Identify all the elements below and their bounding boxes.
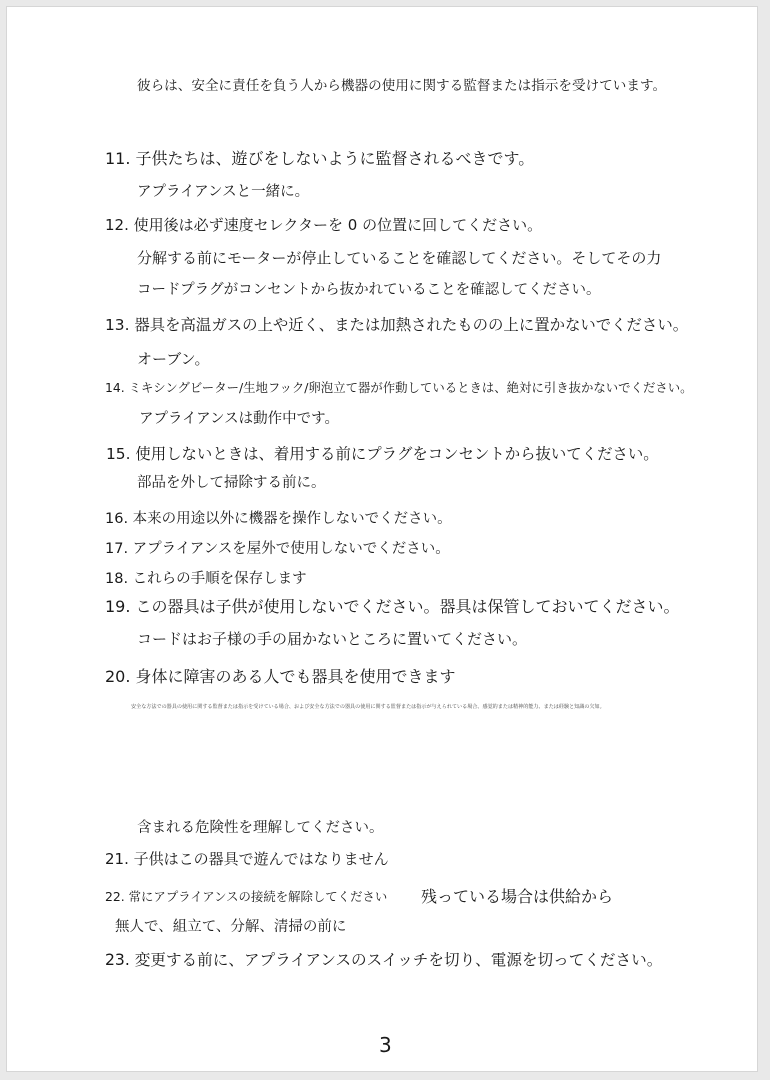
item-16: 16. 本来の用途以外に機器を操作しないでください。: [105, 511, 452, 527]
text-line: 部品を外して掃除する前に。: [137, 475, 326, 491]
text-line: 分解する前にモーターが停止していることを確認してください。そしてその力: [137, 249, 662, 267]
item-21: 21. 子供はこの器具で遊んではなりません: [105, 850, 389, 868]
text-line: オーブン。: [137, 350, 210, 368]
text-line: コードはお子様の手の届かないところに置いてください。: [137, 630, 528, 648]
item-11: 11. 子供たちは、遊びをしないように監督されるべきです。: [105, 149, 535, 168]
item-14: 14. ミキシングビーター/生地フック/卵泡立て器が作動しているときは、絶対に引き抜かないでください。: [105, 380, 693, 395]
document-page: [6, 6, 758, 1072]
small-print-line: 安全な方法での器具の使用に関する監督または指示を受けている場合、および安全な方法での器具の使用に関する監督または指示が与えられている場合、感覚的または精神的能力、または経験と知識の欠如。: [131, 704, 605, 710]
item-12: 12. 使用後は必ず速度セレクターを 0 の位置に回してください。: [105, 216, 543, 234]
item-22: 22. 常にアプライアンスの接続を解除してください: [105, 889, 388, 904]
item-17: 17. アプライアンスを屋外で使用しないでください。: [105, 541, 450, 557]
item-23: 23. 変更する前に、アプライアンスのスイッチを切り、電源を切ってください。: [105, 951, 663, 969]
text-line: アプライアンスは動作中です。: [139, 411, 339, 427]
text-line: アプライアンスと一緒に。: [137, 184, 310, 200]
item-15: 15. 使用しないときは、着用する前にプラグをコンセントから抜いてください。: [106, 445, 659, 463]
item-20: 20. 身体に障害のある人でも器具を使用できます: [105, 667, 456, 686]
page-number: 3: [379, 1033, 392, 1057]
item-18: 18. これらの手順を保存します: [105, 571, 307, 587]
text-line: 無人で、組立て、分解、清掃の前に: [115, 919, 347, 935]
text-line: 残っている場合は供給から: [421, 887, 614, 906]
text-line: 含まれる危険性を理解してください。: [137, 820, 384, 836]
item-19: 19. この器具は子供が使用しないでください。器具は保管しておいてください。: [105, 597, 680, 616]
text-line: コードプラグがコンセントから抜かれていることを確認してください。: [137, 282, 601, 298]
item-13: 13. 器具を高温ガスの上や近く、または加熱されたものの上に置かないでください。: [105, 316, 689, 334]
text-line: 彼らは、安全に責任を負う人から機器の使用に関する監督または指示を受けています。: [137, 78, 667, 94]
